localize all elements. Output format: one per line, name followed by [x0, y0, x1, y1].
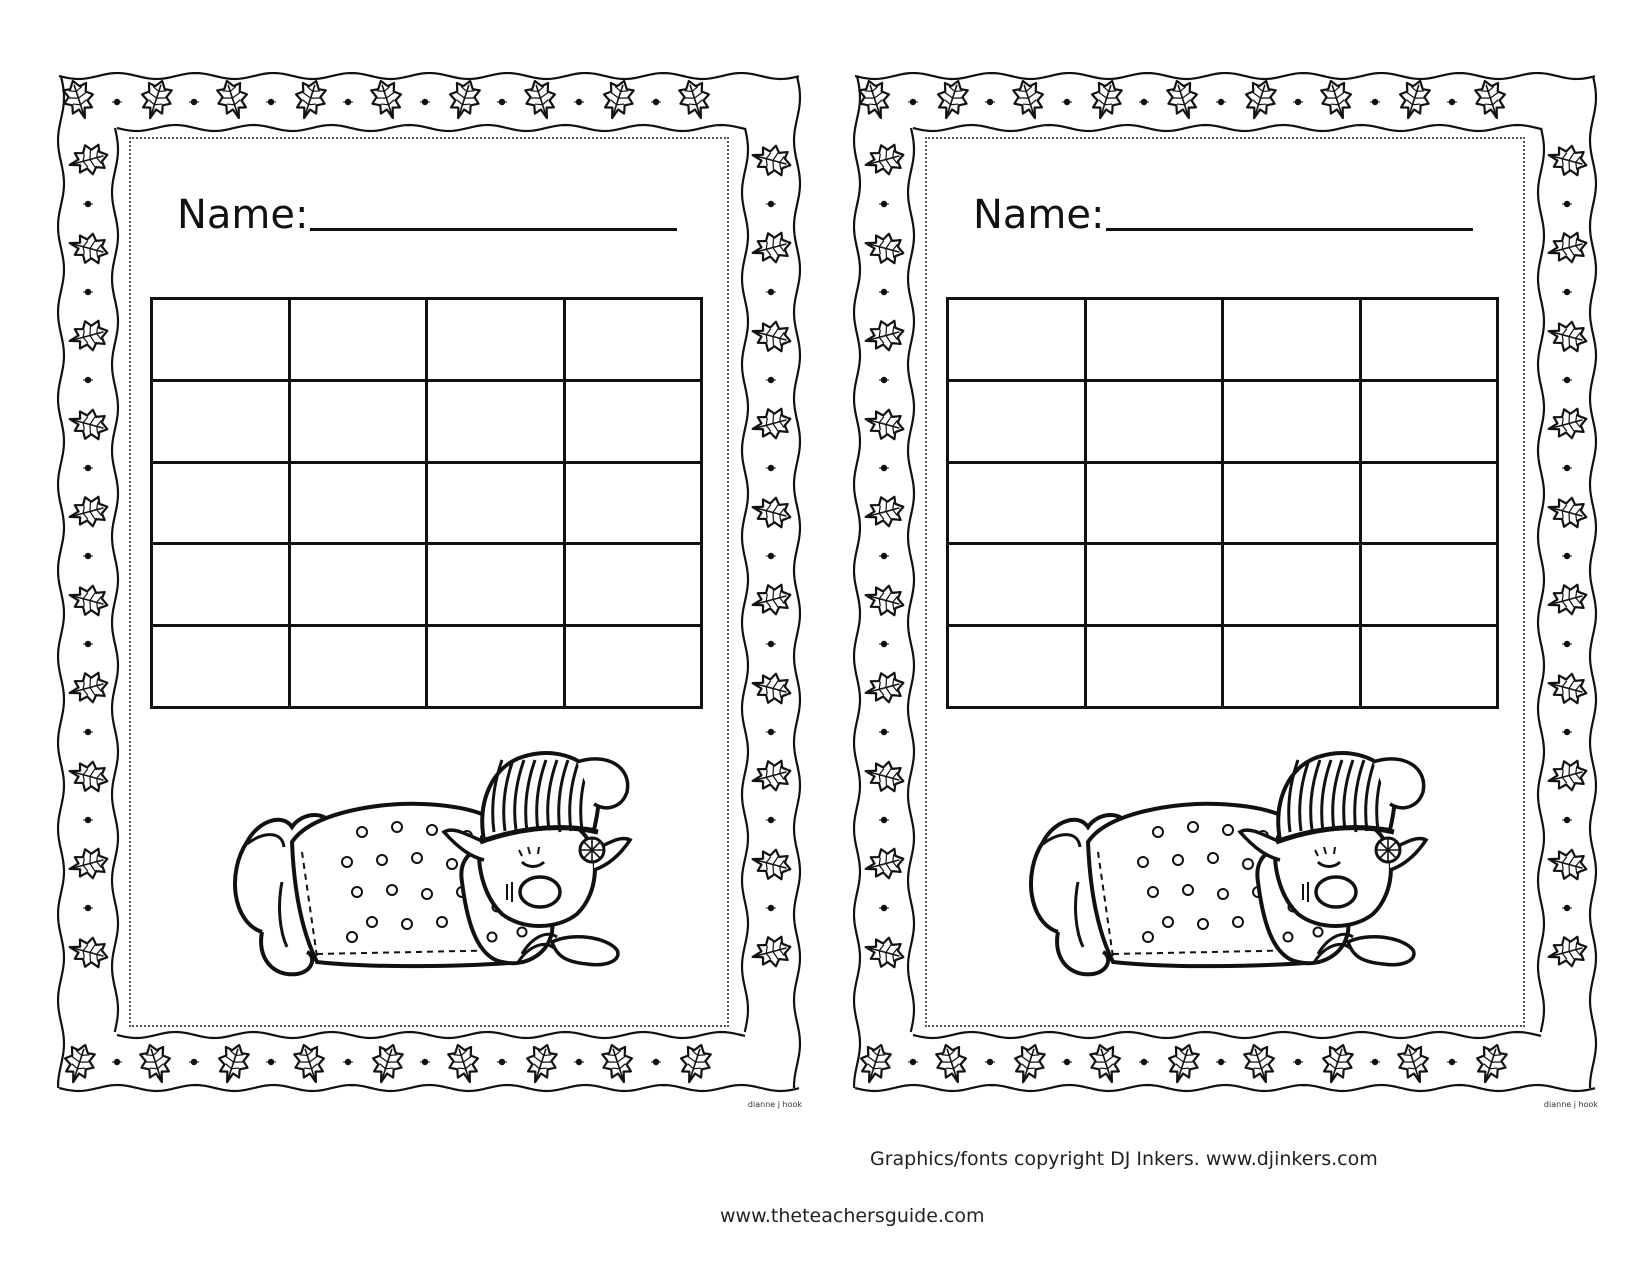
holly-leaf-icon	[1086, 1040, 1127, 1086]
site-url[interactable]: www.theteachersguide.com	[720, 1205, 985, 1227]
holly-leaf-icon	[1545, 493, 1590, 532]
holly-leaf-icon	[1317, 1040, 1358, 1086]
holly-leaf-icon	[66, 140, 111, 179]
sticker-grid	[946, 297, 1499, 709]
holly-leaf-icon	[290, 76, 331, 122]
grid-cell[interactable]	[948, 299, 1086, 381]
grid-cell[interactable]	[152, 626, 290, 708]
grid-cell[interactable]	[289, 462, 427, 544]
grid-cell[interactable]	[564, 299, 702, 381]
holly-leaf-icon	[862, 316, 907, 355]
holly-leaf-icon	[749, 669, 794, 708]
holly-leaf-icon	[749, 580, 794, 619]
grid-cell[interactable]	[948, 626, 1086, 708]
grid-row	[948, 462, 1498, 544]
holly-leaf-icon	[66, 229, 111, 268]
grid-cell[interactable]	[427, 462, 565, 544]
grid-row	[152, 462, 702, 544]
holly-leaf-icon	[66, 844, 111, 883]
grid-cell[interactable]	[564, 544, 702, 626]
holly-leaf-icon	[932, 76, 973, 122]
grid-row	[948, 299, 1498, 381]
grid-cell[interactable]	[1223, 380, 1361, 462]
holly-leaf-icon	[675, 1040, 716, 1086]
holly-leaf-icon	[1545, 404, 1590, 443]
grid-cell[interactable]	[1223, 544, 1361, 626]
grid-cell[interactable]	[1223, 299, 1361, 381]
holly-leaf-icon	[136, 76, 177, 122]
holly-leaf-icon	[862, 933, 907, 972]
holly-leaf-icon	[367, 1040, 408, 1086]
holly-leaf-icon	[932, 1040, 973, 1086]
grid-cell[interactable]	[152, 299, 290, 381]
holly-leaf-icon	[213, 76, 254, 122]
holly-leaf-icon	[1545, 756, 1590, 795]
holly-leaf-icon	[1471, 1040, 1512, 1086]
grid-cell[interactable]	[152, 462, 290, 544]
holly-leaf-icon	[1545, 141, 1590, 180]
holly-leaf-icon	[444, 1040, 485, 1086]
holly-leaf-icon	[66, 581, 111, 620]
holly-leaf-icon	[675, 76, 716, 122]
holly-leaf-icon	[862, 668, 907, 707]
holly-leaf-icon	[66, 492, 111, 531]
grid-cell[interactable]	[1223, 462, 1361, 544]
holly-leaf-icon	[1086, 76, 1127, 122]
grid-cell[interactable]	[289, 544, 427, 626]
holly-leaf-icon	[749, 404, 794, 443]
name-write-line[interactable]	[310, 228, 677, 231]
holly-leaf-icon	[66, 405, 111, 444]
holly-leaf-icon	[598, 76, 639, 122]
holly-leaf-icon	[136, 1040, 177, 1086]
holly-leaf-icon	[1545, 669, 1590, 708]
holly-leaf-icon	[862, 492, 907, 531]
grid-cell[interactable]	[152, 544, 290, 626]
holly-leaf-icon	[1545, 845, 1590, 884]
holly-leaf-icon	[749, 845, 794, 884]
grid-cell[interactable]	[289, 299, 427, 381]
holly-leaf-icon	[1545, 317, 1590, 356]
grid-cell[interactable]	[1085, 299, 1223, 381]
holly-leaf-icon	[862, 581, 907, 620]
holly-leaf-icon	[66, 933, 111, 972]
holly-leaf-icon	[521, 1040, 562, 1086]
holly-leaf-icon	[862, 844, 907, 883]
holly-leaf-icon	[1163, 76, 1204, 122]
grid-cell[interactable]	[1085, 626, 1223, 708]
name-write-line[interactable]	[1106, 228, 1473, 231]
holly-leaf-icon	[1317, 76, 1358, 122]
name-label: Name:	[177, 192, 309, 238]
grid-cell[interactable]	[1085, 544, 1223, 626]
name-row	[973, 182, 1473, 237]
sticker-chart-card-left	[57, 72, 802, 1109]
grid-cell[interactable]	[948, 380, 1086, 462]
holly-leaf-icon	[862, 757, 907, 796]
grid-cell[interactable]	[948, 544, 1086, 626]
grid-row	[152, 626, 702, 708]
holly-leaf-icon	[66, 668, 111, 707]
name-label: Name:	[973, 192, 1105, 238]
grid-cell[interactable]	[427, 544, 565, 626]
holly-leaf-icon	[749, 932, 794, 971]
holly-leaf-icon	[1240, 1040, 1281, 1086]
name-row	[177, 182, 677, 237]
grid-row	[152, 380, 702, 462]
holly-leaf-icon	[1545, 580, 1590, 619]
artist-credit: dianne j hook	[1543, 1100, 1598, 1109]
grid-row	[948, 380, 1498, 462]
holly-leaf-icon	[862, 140, 907, 179]
grid-cell[interactable]	[564, 626, 702, 708]
grid-row	[152, 544, 702, 626]
holly-leaf-icon	[1240, 76, 1281, 122]
grid-cell[interactable]	[948, 462, 1086, 544]
holly-leaf-icon	[749, 756, 794, 795]
holly-leaf-icon	[1545, 932, 1590, 971]
holly-leaf-icon	[290, 1040, 331, 1086]
holly-leaf-icon	[862, 405, 907, 444]
holly-leaf-icon	[1394, 76, 1435, 122]
holly-leaf-icon	[66, 316, 111, 355]
holly-leaf-icon	[444, 76, 485, 122]
artist-credit: dianne j hook	[747, 1100, 802, 1109]
grid-cell[interactable]	[1360, 380, 1498, 462]
grid-cell[interactable]	[1223, 626, 1361, 708]
holly-leaf-icon	[1163, 1040, 1204, 1086]
grid-cell[interactable]	[1360, 299, 1498, 381]
grid-cell[interactable]	[1085, 462, 1223, 544]
grid-cell[interactable]	[289, 626, 427, 708]
holly-leaf-icon	[1009, 76, 1050, 122]
sticker-chart-card-right	[853, 72, 1598, 1109]
holly-leaf-icon	[213, 1040, 254, 1086]
holly-leaf-icon	[598, 1040, 639, 1086]
grid-cell[interactable]	[152, 380, 290, 462]
grid-cell[interactable]	[427, 299, 565, 381]
holly-leaf-icon	[749, 228, 794, 267]
grid-cell[interactable]	[1360, 544, 1498, 626]
grid-cell[interactable]	[289, 380, 427, 462]
grid-cell[interactable]	[1360, 462, 1498, 544]
holly-leaf-icon	[749, 141, 794, 180]
sticker-grid	[150, 297, 703, 709]
holly-leaf-icon	[749, 493, 794, 532]
holly-leaf-icon	[749, 317, 794, 356]
grid-row	[152, 299, 702, 381]
holly-leaf-icon	[862, 229, 907, 268]
holly-leaf-icon	[66, 757, 111, 796]
sleeping-elf-icon	[1018, 732, 1438, 987]
grid-cell[interactable]	[1360, 626, 1498, 708]
copyright-note: Graphics/fonts copyright DJ Inkers. www.djinkers.com	[870, 1148, 1378, 1170]
holly-leaf-icon	[1394, 1040, 1435, 1086]
grid-cell[interactable]	[427, 380, 565, 462]
grid-cell[interactable]	[564, 380, 702, 462]
holly-leaf-icon	[367, 76, 408, 122]
holly-leaf-icon	[1471, 76, 1512, 122]
grid-row	[948, 626, 1498, 708]
grid-row	[948, 544, 1498, 626]
grid-cell[interactable]	[1085, 380, 1223, 462]
holly-leaf-icon	[1009, 1040, 1050, 1086]
holly-leaf-icon	[1545, 228, 1590, 267]
grid-cell[interactable]	[427, 626, 565, 708]
grid-cell[interactable]	[564, 462, 702, 544]
holly-leaf-icon	[521, 76, 562, 122]
sleeping-elf-icon	[222, 732, 642, 987]
